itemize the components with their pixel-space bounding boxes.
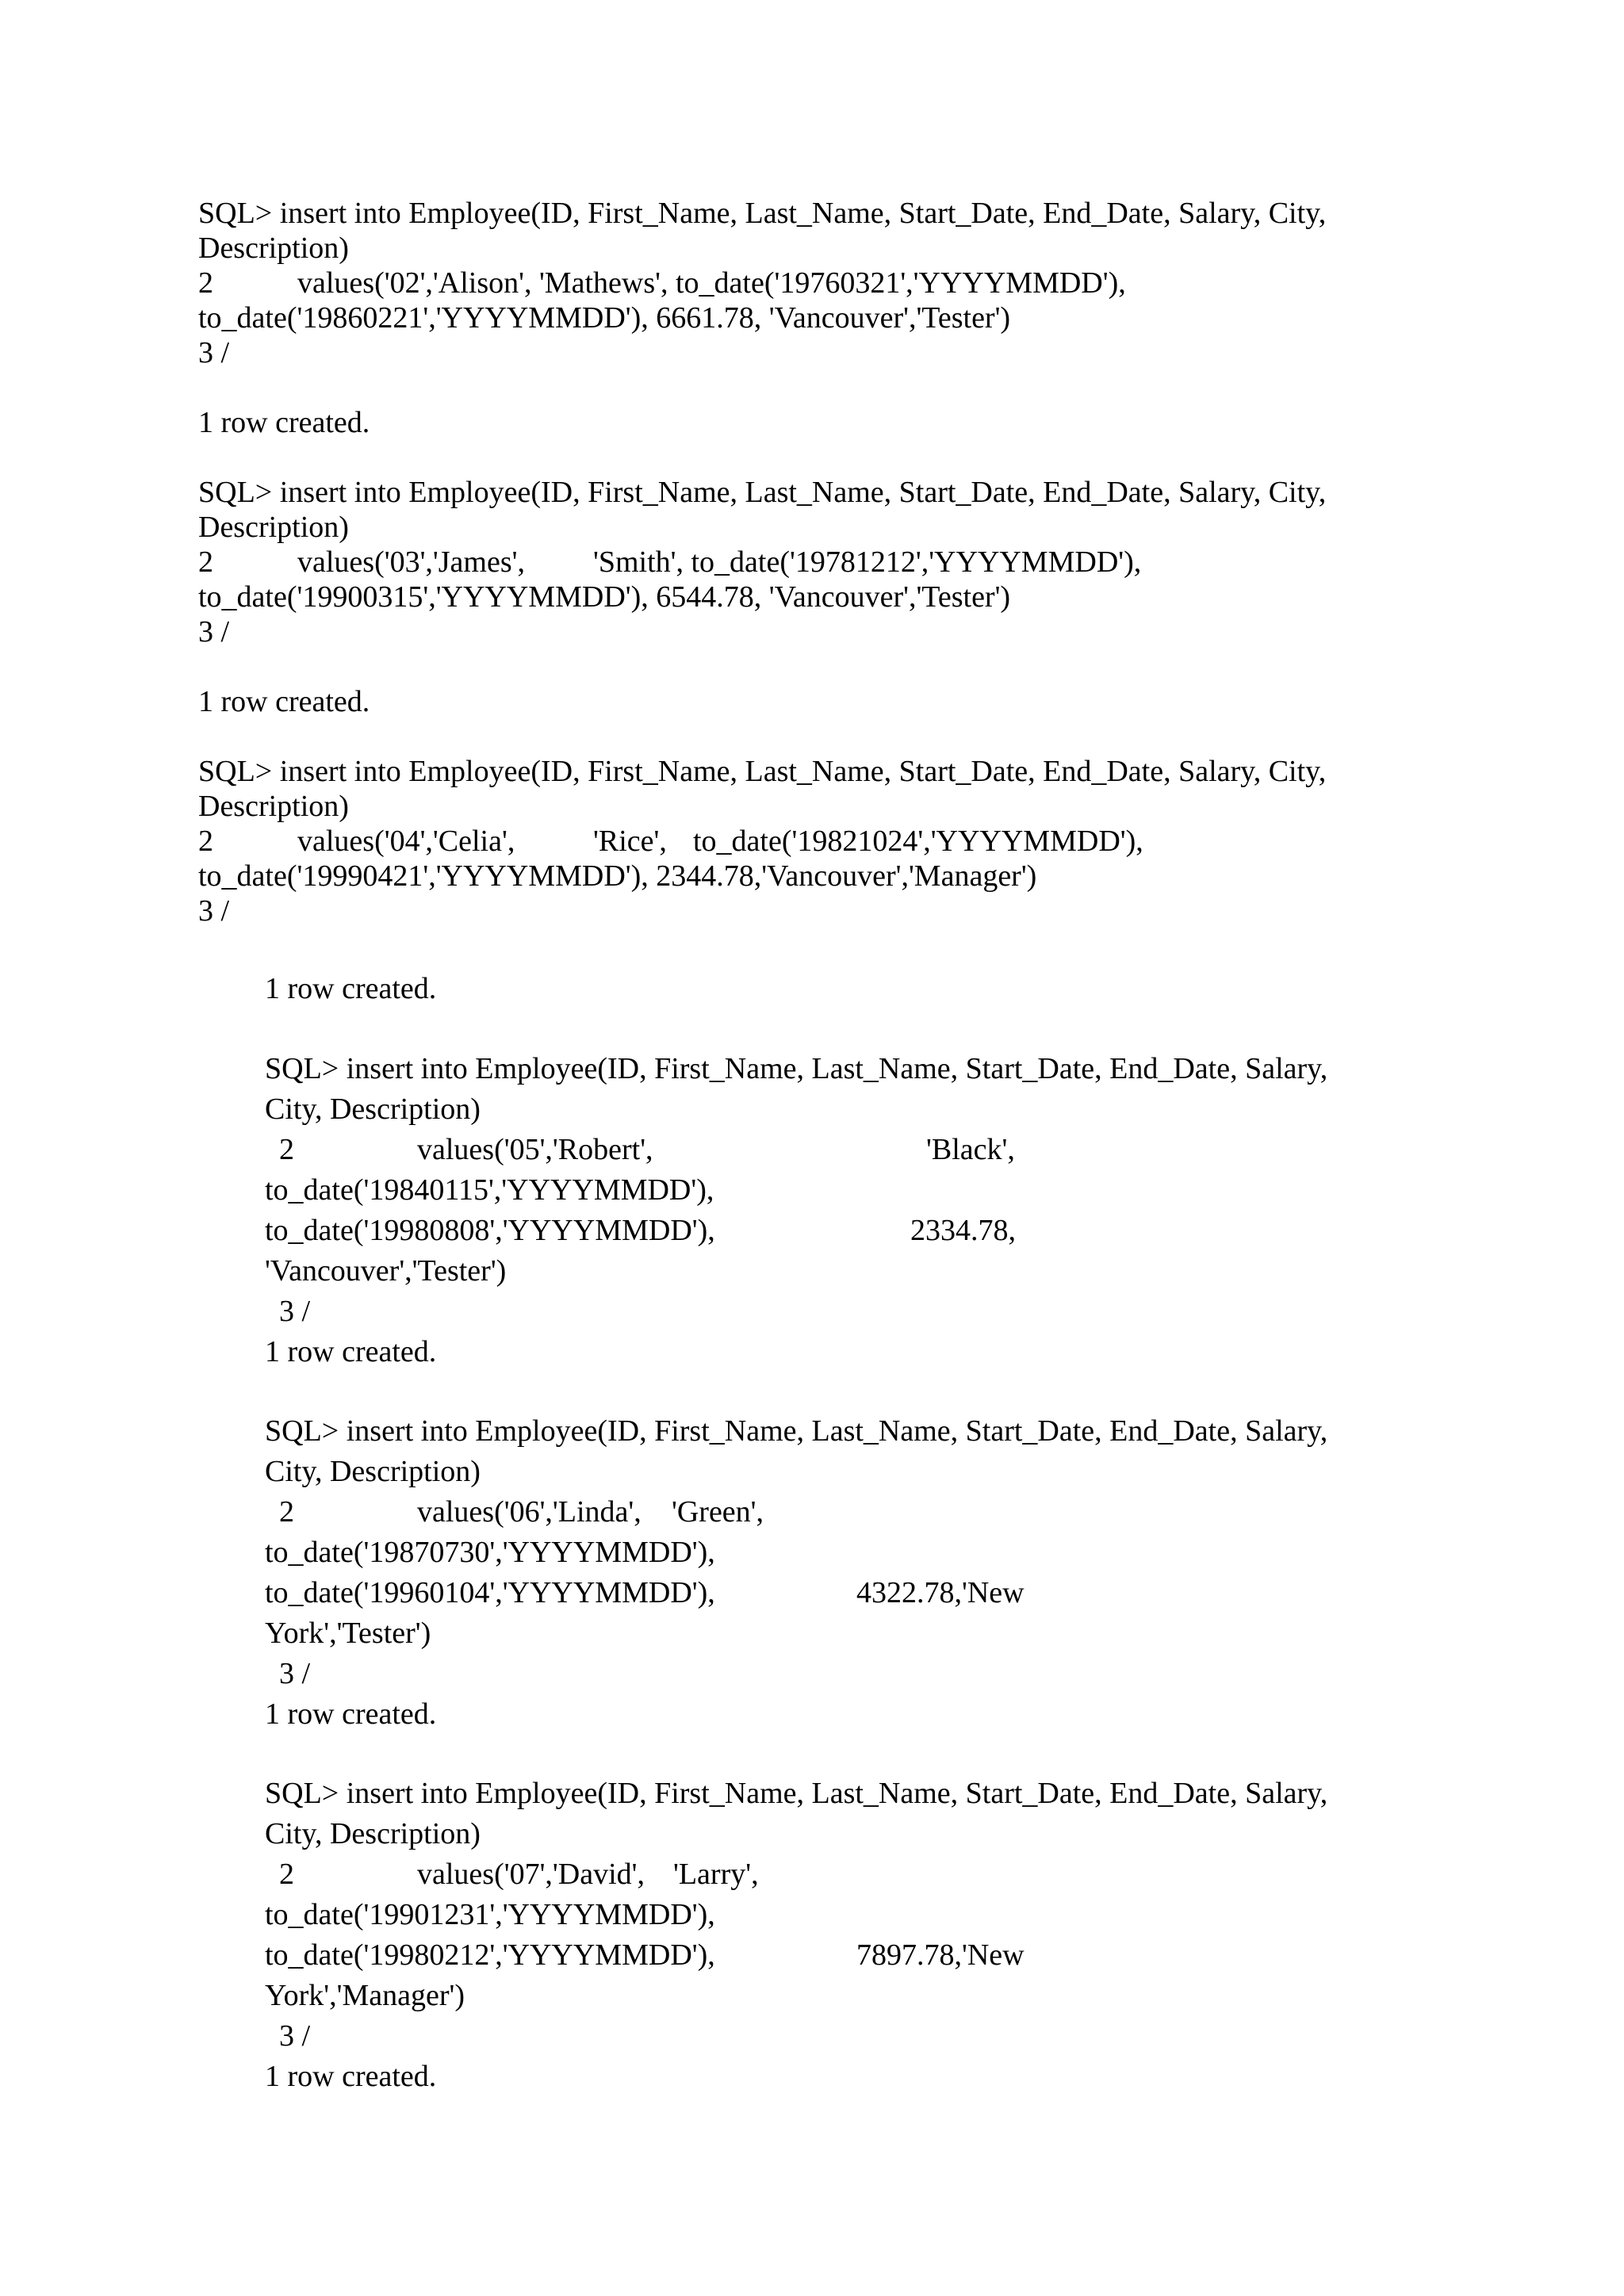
values-continuation: to_date('19860221','YYYYMMDD'), 6661.78, 'Vancouver','Tester') (198, 301, 1011, 335)
line-number: 2 (279, 1133, 294, 1166)
result-message: 1 row created. (198, 406, 370, 439)
sql-command-continuation: Description) (198, 511, 349, 544)
result-message: 1 row created. (265, 1697, 437, 1731)
end-date-value: to_date('19980212','YYYYMMDD'), (265, 1938, 715, 1972)
last-name-value: 'Larry', (673, 1858, 759, 1891)
values-tail: York','Tester') (265, 1617, 431, 1650)
values-clause: values('03','James', (297, 545, 525, 579)
sql-command-line: SQL> insert into Employee(ID, First_Name, Last_Name, Start_Date, End_Date, Salary, City, (198, 197, 1327, 230)
line-number: 2 (198, 545, 213, 579)
line-terminator: 3 / (279, 1295, 311, 1328)
sql-command-line: SQL> insert into Employee(ID, First_Name, Last_Name, Start_Date, End_Date, Salary, (265, 1052, 1328, 1085)
line-terminator: 3 / (198, 615, 230, 649)
values-tail: York','Manager') (265, 1979, 465, 2012)
sql-command-continuation: City, Description) (265, 1817, 481, 1850)
last-name-value: 'Black', (926, 1133, 1015, 1166)
sql-command-continuation: City, Description) (265, 1455, 481, 1488)
values-clause: values('06','Linda', (417, 1495, 642, 1529)
line-number: 2 (279, 1495, 294, 1529)
sql-command-line: SQL> insert into Employee(ID, First_Name, Last_Name, Start_Date, End_Date, Salary, (265, 1414, 1328, 1448)
line-number: 2 (198, 825, 213, 858)
line-terminator: 3 / (279, 1657, 311, 1690)
line-terminator: 3 / (279, 2019, 311, 2053)
salary-value: 7897.78,'New (856, 1938, 1025, 1972)
values-clause: values('07','David', (417, 1858, 645, 1891)
start-date-value: to_date('19901231','YYYYMMDD'), (265, 1898, 715, 1931)
line-number: 2 (279, 1858, 294, 1891)
line-terminator: 3 / (198, 894, 230, 928)
start-date-value: to_date('19840115','YYYYMMDD'), (265, 1173, 714, 1207)
line-terminator: 3 / (198, 336, 230, 369)
start-date-value: to_date('19821024','YYYYMMDD'), (693, 825, 1143, 858)
values-continuation: to_date('19900315','YYYYMMDD'), 6544.78, 'Vancouver','Tester') (198, 580, 1011, 614)
values-clause: values('04','Celia', (297, 825, 515, 858)
sql-command-continuation: City, Description) (265, 1093, 481, 1126)
start-date-value: to_date('19870730','YYYYMMDD'), (265, 1536, 715, 1569)
result-message: 1 row created. (265, 2060, 437, 2093)
result-message: 1 row created. (265, 972, 437, 1005)
salary-value: 2334.78, (910, 1214, 1016, 1247)
line-number: 2 (198, 266, 213, 300)
result-message: 1 row created. (265, 1335, 437, 1368)
values-continuation: to_date('19990421','YYYYMMDD'), 2344.78,'Vancouver','Manager') (198, 859, 1037, 893)
last-name-value: 'Green', (672, 1495, 764, 1529)
sql-command-line: SQL> insert into Employee(ID, First_Name, Last_Name, Start_Date, End_Date, Salary, City, (198, 476, 1327, 509)
values-clause: values('02','Alison', 'Mathews', to_date('19760321','YYYYMMDD'), (297, 266, 1126, 300)
sql-command-line: SQL> insert into Employee(ID, First_Name, Last_Name, Start_Date, End_Date, Salary, City, (198, 755, 1327, 788)
end-date-value: to_date('19980808','YYYYMMDD'), (265, 1214, 715, 1247)
sql-command-continuation: Description) (198, 790, 349, 823)
sql-command-line: SQL> insert into Employee(ID, First_Name, Last_Name, Start_Date, End_Date, Salary, (265, 1777, 1328, 1810)
sql-command-continuation: Description) (198, 232, 349, 265)
values-tail: 'Vancouver','Tester') (265, 1254, 507, 1288)
values-clause: values('05','Robert', (417, 1133, 653, 1166)
last-name-value: 'Rice', (593, 825, 667, 858)
salary-value: 4322.78,'New (856, 1576, 1025, 1609)
result-message: 1 row created. (198, 685, 370, 718)
last-name-value: 'Smith', to_date('19781212','YYYYMMDD'), (593, 545, 1142, 579)
end-date-value: to_date('19960104','YYYYMMDD'), (265, 1576, 715, 1609)
